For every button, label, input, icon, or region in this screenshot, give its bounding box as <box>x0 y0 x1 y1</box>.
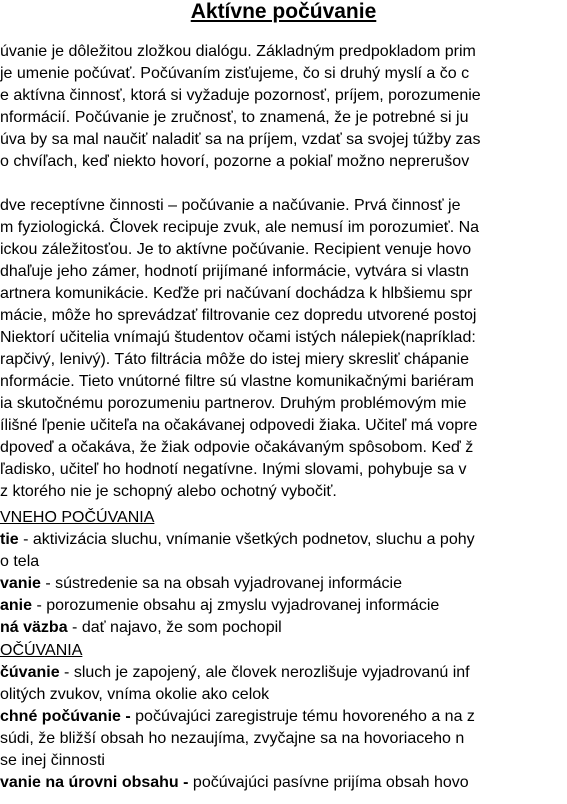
definition: o tela <box>0 553 40 570</box>
list-item <box>0 552 39 572</box>
text-line: nformácií. Počúvanie je zručnosť, to znamená, že je potrebné si ju <box>0 109 469 126</box>
definition: olitých zvukov, vníma okolie ako celok <box>0 686 270 703</box>
section-heading-phases: VNEHO POČÚVANIA <box>0 509 155 526</box>
term: ná väzba <box>0 619 68 636</box>
text-line: ia skutočnému porozumeniu partnerov. Druhým problémovým mie <box>0 395 467 412</box>
text-line: o chvíľach, keď niekto hovorí, pozorne a pokiaľ možno neprerušov <box>0 153 470 170</box>
text-line: ľadisko, učiteľ ho hodnotí negatívne. Inými slovami, pohybuje sa v <box>0 461 467 478</box>
text-line: ílišné ľpenie učiteľa na očakávanej odpovedi žiaka. Učiteľ má vopre <box>0 417 478 434</box>
definition: počúvajúci pasívne prijíma obsah hovo <box>188 774 469 791</box>
list-item <box>0 663 470 683</box>
definition: - porozumenie obsahu aj zmyslu vyjadrovanej informácie <box>32 597 440 614</box>
list-item <box>0 574 402 594</box>
text-line: úva by sa mal naučiť naladiť sa na príjem, vzdať sa svojej túžby zas <box>0 131 481 148</box>
text-line: e aktívna činnosť, ktorá si vyžaduje pozornosť, príjem, porozumenie <box>0 87 481 104</box>
term: tie <box>0 531 19 548</box>
term: vanie <box>0 575 41 592</box>
list-item <box>0 751 105 771</box>
list-item <box>0 685 269 705</box>
text-line: dhaľuje jeho zámer, hodnotí prijímané informácie, vytvára si vlastn <box>0 263 469 280</box>
term: chné počúvanie - <box>0 708 131 725</box>
term: vanie na úrovni obsahu - <box>0 774 189 791</box>
text-line: z ktorého nie je schopný alebo ochotný vybočiť. <box>0 483 337 500</box>
definition: - dať najavo, že som pochopil <box>67 619 282 636</box>
text-line: dve receptívne činnosti – počúvanie a načúvanie. Prvá činnosť je <box>0 197 461 214</box>
list-item <box>0 596 439 616</box>
text-line: rapčivý, lenivý). Táto filtrácia môže do istej miery skresliť chápanie <box>0 351 469 368</box>
definition: - aktivizácia sluchu, vnímanie všetkých podnetov, sluchu a pohy <box>18 531 475 548</box>
definition: se inej činnosti <box>0 752 105 769</box>
text-line: mácie, môže ho sprevádzať filtrovanie cez dopredu utvorené postoj <box>0 307 477 324</box>
list-item <box>0 530 475 550</box>
text-line: ickou záležitosťou. Je to aktívne počúvanie. Recipient venuje hovo <box>0 241 472 258</box>
text-line: artnera komunikácie. Keďže pri načúvaní dochádza k hlbšiemu spr <box>0 285 473 302</box>
definition: počúvajúci zaregistruje tému hovoreného a na z <box>130 708 475 725</box>
text-line: Niektorí učitelia vnímajú študentov očami istých nálepiek(napríklad: <box>0 329 476 346</box>
list-item <box>0 729 464 749</box>
definition: - sústredenie sa na obsah vyjadrovanej informácie <box>40 575 403 592</box>
text-line: je umenie počúvať. Počúvaním zisťujeme, čo si druhý myslí a čo c <box>0 65 470 82</box>
text-line: dpoveď a očakáva, že žiak odpovie očakávaným spôsobom. Keď ž <box>0 439 474 456</box>
term: čúvanie <box>0 664 60 681</box>
text-line: úvanie je dôležitou zložkou dialógu. Základným predpokladom prim <box>0 43 476 60</box>
page-title: Aktívne počúvanie <box>190 0 377 23</box>
term: anie <box>0 597 33 614</box>
list-item <box>0 707 475 727</box>
text-line: nformácie. Tieto vnútorné filtre sú vlastne komunikačnými bariéram <box>0 373 474 390</box>
section-heading-types: OČÚVANIA <box>0 642 83 659</box>
list-item <box>0 618 282 638</box>
definition: - sluch je zapojený, ale človek nerozlišuje vyjadrovanú inf <box>59 664 470 681</box>
text-line: m fyziologická. Človek recipuje zvuk, ale nemusí im porozumieť. Na <box>0 219 480 236</box>
list-item <box>0 773 469 793</box>
definition: súdi, že bližší obsah ho nezaujíma, zvyčajne sa na hovoriaceho n <box>0 730 465 747</box>
